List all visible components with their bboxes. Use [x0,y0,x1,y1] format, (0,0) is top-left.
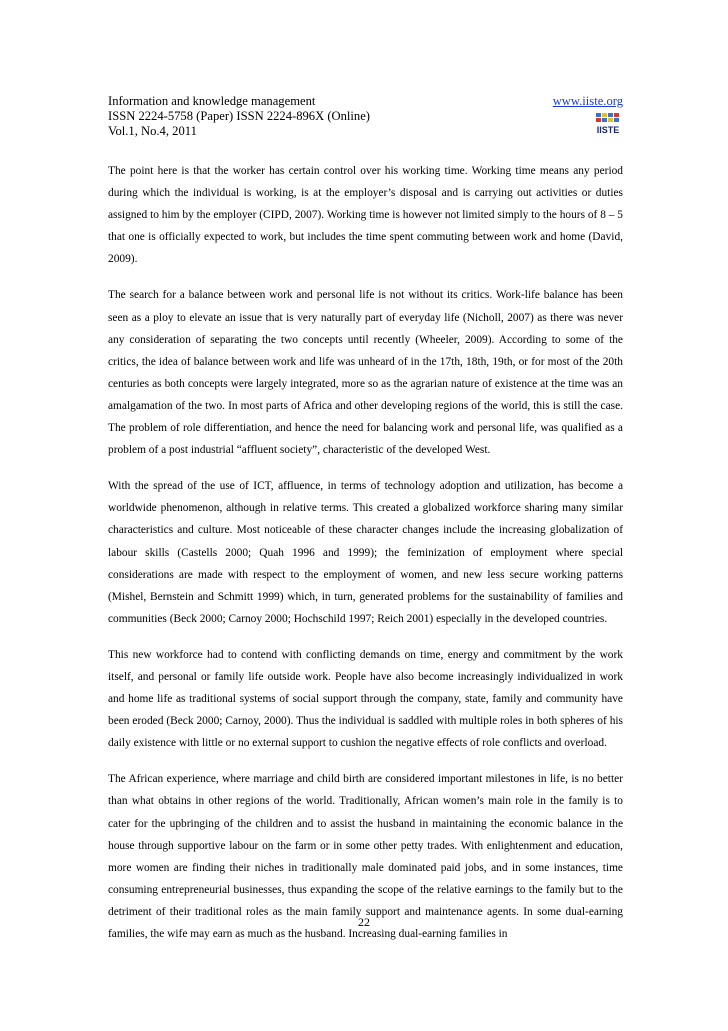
journal-title: Information and knowledge management [108,94,316,108]
paragraph-2: The search for a balance between work and personal life is not without its critics. Work-life balance has been seen as a ploy to elevate an issue that is very naturally part of everyday life (Nicholl, 2007) as there was never any consideration of separating the two concepts until recently (Wheeler, 2009). According to some of the critics, the idea of balance between work and life was unheard of in the 17th, 18th, 19th, or for most of the 20th centuries as both concepts were largely integrated, more so as the agrarian nature of existence at the time was an amalgamation of the two. In most parts of Africa and other developing regions of the world, this is still the case. The problem of role differentiation, and hence the need for balancing work and personal life, was qualified as a problem of a post industrial “affluent society”, characteristic of the developed West. [108,289,623,457]
paragraph-4: This new workforce had to contend with conflicting demands on time, energy and commitment by the work itself, and personal or family life outside work. People have also become increasingly individualized in work and home life as traditional systems of social support through the company, state, family and community have been eroded (Beck 2000; Carnoy, 2000). Thus the individual is saddled with multiple roles in both spheres of his daily existence with little or no external support to cushion the negative effects of role conflicts and overload. [108,648,623,750]
journal-url-link[interactable]: www.iiste.org [552,94,623,108]
iiste-logo-icon [595,113,621,135]
article-body [108,160,623,959]
issn-line: ISSN 2224-5758 (Paper) ISSN 2224-896X (Online) [108,109,370,123]
volume-line: Vol.1, No.4, 2011 [108,124,197,138]
logo-text: IISTE [596,125,620,135]
paragraph-1: The point here is that the worker has certain control over his working time. Working time means any period during which the individual is working, is at the employer’s disposal and is carrying out activities or duties assigned to him by the employer (CIPD, 2007). Working time is however not limited simply to the hours of 8 – 5 that one is officially expected to work, but includes the time spent commuting between work and home (David, 2009). [108,165,623,266]
page-header [108,94,623,140]
paragraph-3: With the spread of the use of ICT, affluence, in terms of technology adoption and utilization, has become a worldwide phenomenon, although in relative terms. This created a globalized workforce sharing many similar characteristics and culture. Most noticeable of these character changes include the increasing globalization of labour skills (Castells 2000; Quah 1996 and 1999); the feminization of employment where special considerations are made with respect to the employment of women, and new less secure working patterns (Mishel, Bernstein and Schmitt 1999) which, in turn, generated problems for the sustainability of families and communities (Beck 2000; Carnoy 2000; Hochschild 1997; Reich 2001) especially in the developed countries. [108,480,623,625]
page-number: 22 [358,915,370,929]
paragraph-5: The African experience, where marriage and child birth are considered important milestones in life, is no better than what obtains in other regions of the world. Traditionally, African women’s main role in the family is to cater for the upbringing of the children and to assist the husband in maintaining the economic balance in the house through supportive labour on the farm or in some other petty trades. With enlightenment and education, more women are finding their niches in traditionally male dominated paid jobs, and in some instances, time consuming entrepreneurial businesses, thus expanding the scope of the relative earnings to the family but to the detriment of their traditional roles as the main family support and maintenance agents. In some dual-earning families, the wife may earn as much as the husband. Increasing dual-earning families in [108,773,623,940]
